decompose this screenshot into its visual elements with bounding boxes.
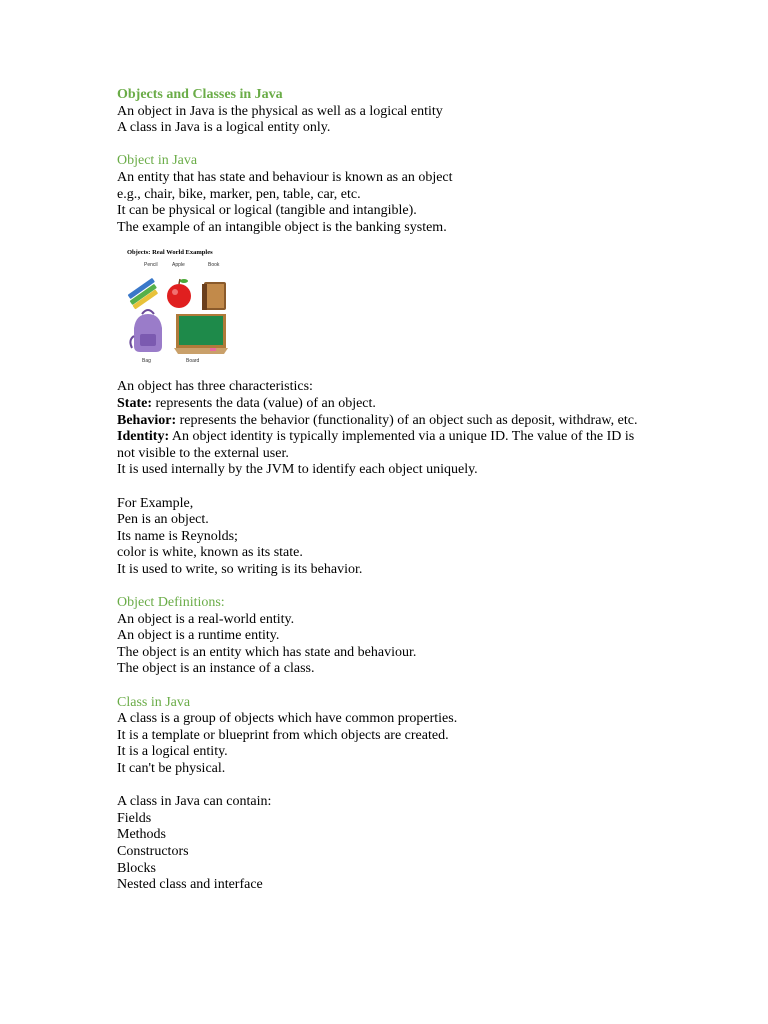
object-line-3: It can be physical or logical (tangible and intangible). [117, 203, 417, 219]
contain-item: Constructors [117, 843, 189, 859]
board-icon [174, 314, 228, 354]
document-title: Objects and Classes in Java [117, 87, 283, 102]
contain-item: Blocks [117, 860, 156, 876]
contain-item: Nested class and interface [117, 877, 263, 893]
document-page [117, 87, 677, 894]
example-line-4: color is white, known as its state. [117, 545, 303, 561]
state-text: represents the data (value) of an object. [152, 395, 376, 411]
class-line-1: A class is a group of objects which have common properties. [117, 711, 458, 727]
example-line-2: Pen is an object. [117, 512, 209, 528]
example-line-5: It is used to write, so writing is its behavior. [117, 561, 363, 577]
book-label: Book [208, 262, 220, 269]
bag-label: Bag [142, 358, 151, 365]
characteristics-intro: An object has three characteristics: [117, 379, 313, 395]
identity-line [117, 429, 652, 462]
spacer [117, 578, 677, 595]
intro-line-1: An object in Java is the physical as well as a logical entity [117, 103, 443, 119]
contain-intro: A class in Java can contain: [117, 794, 272, 810]
definition-line-3: The object is an entity which has state and behaviour. [117, 644, 417, 660]
real-world-objects-figure [122, 248, 232, 370]
apple-label: Apple [172, 262, 185, 269]
object-line-2: e.g., chair, bike, marker, pen, table, car, etc. [117, 186, 361, 202]
identity-label: Identity: [117, 429, 170, 445]
object-heading: Object in Java [117, 153, 198, 169]
behavior-text: represents the behavior (functionality) of an object such as deposit, withdraw, etc. [176, 412, 638, 428]
object-line-4: The example of an intangible object is the banking system. [117, 219, 447, 235]
apple-icon [167, 279, 191, 308]
spacer [117, 137, 677, 154]
identity-text: An object identity is typically implemented via a unique ID. The value of the ID is not visible to the external user. [117, 429, 635, 461]
pencil-label: Pencil [144, 262, 158, 269]
spacer [117, 479, 677, 496]
definition-line-2: An object is a runtime entity. [117, 628, 280, 644]
behavior-line [117, 413, 677, 430]
state-label: State: [117, 395, 152, 411]
definition-line-1: An object is a real-world entity. [117, 611, 295, 627]
class-line-2: It is a template or blueprint from which objects are created. [117, 727, 449, 743]
pencil-icon [128, 278, 159, 310]
figure-title: Objects: Real World Examples [127, 249, 213, 257]
board-label: Board [186, 358, 200, 365]
spacer [117, 678, 677, 695]
book-icon [202, 282, 226, 310]
object-line-1: An entity that has state and behaviour is known as an object [117, 169, 453, 185]
definition-line-4: The object is an instance of a class. [117, 661, 315, 677]
example-line-3: Its name is Reynolds; [117, 528, 238, 544]
class-line-4: It can't be physical. [117, 761, 226, 776]
definitions-heading: Object Definitions: [117, 595, 225, 611]
class-line-3: It is a logical entity. [117, 744, 228, 760]
identity-extra-line: It is used internally by the JVM to identify each object uniquely. [117, 462, 478, 478]
example-line-1: For Example, [117, 495, 194, 511]
spacer [117, 778, 677, 795]
behavior-label: Behavior: [117, 412, 177, 428]
state-line [117, 396, 677, 413]
contain-item: Fields [117, 810, 152, 826]
bag-icon [130, 310, 162, 352]
intro-line-2: A class in Java is a logical entity only. [117, 120, 331, 136]
contain-item: Methods [117, 827, 166, 843]
class-heading: Class in Java [117, 694, 191, 710]
